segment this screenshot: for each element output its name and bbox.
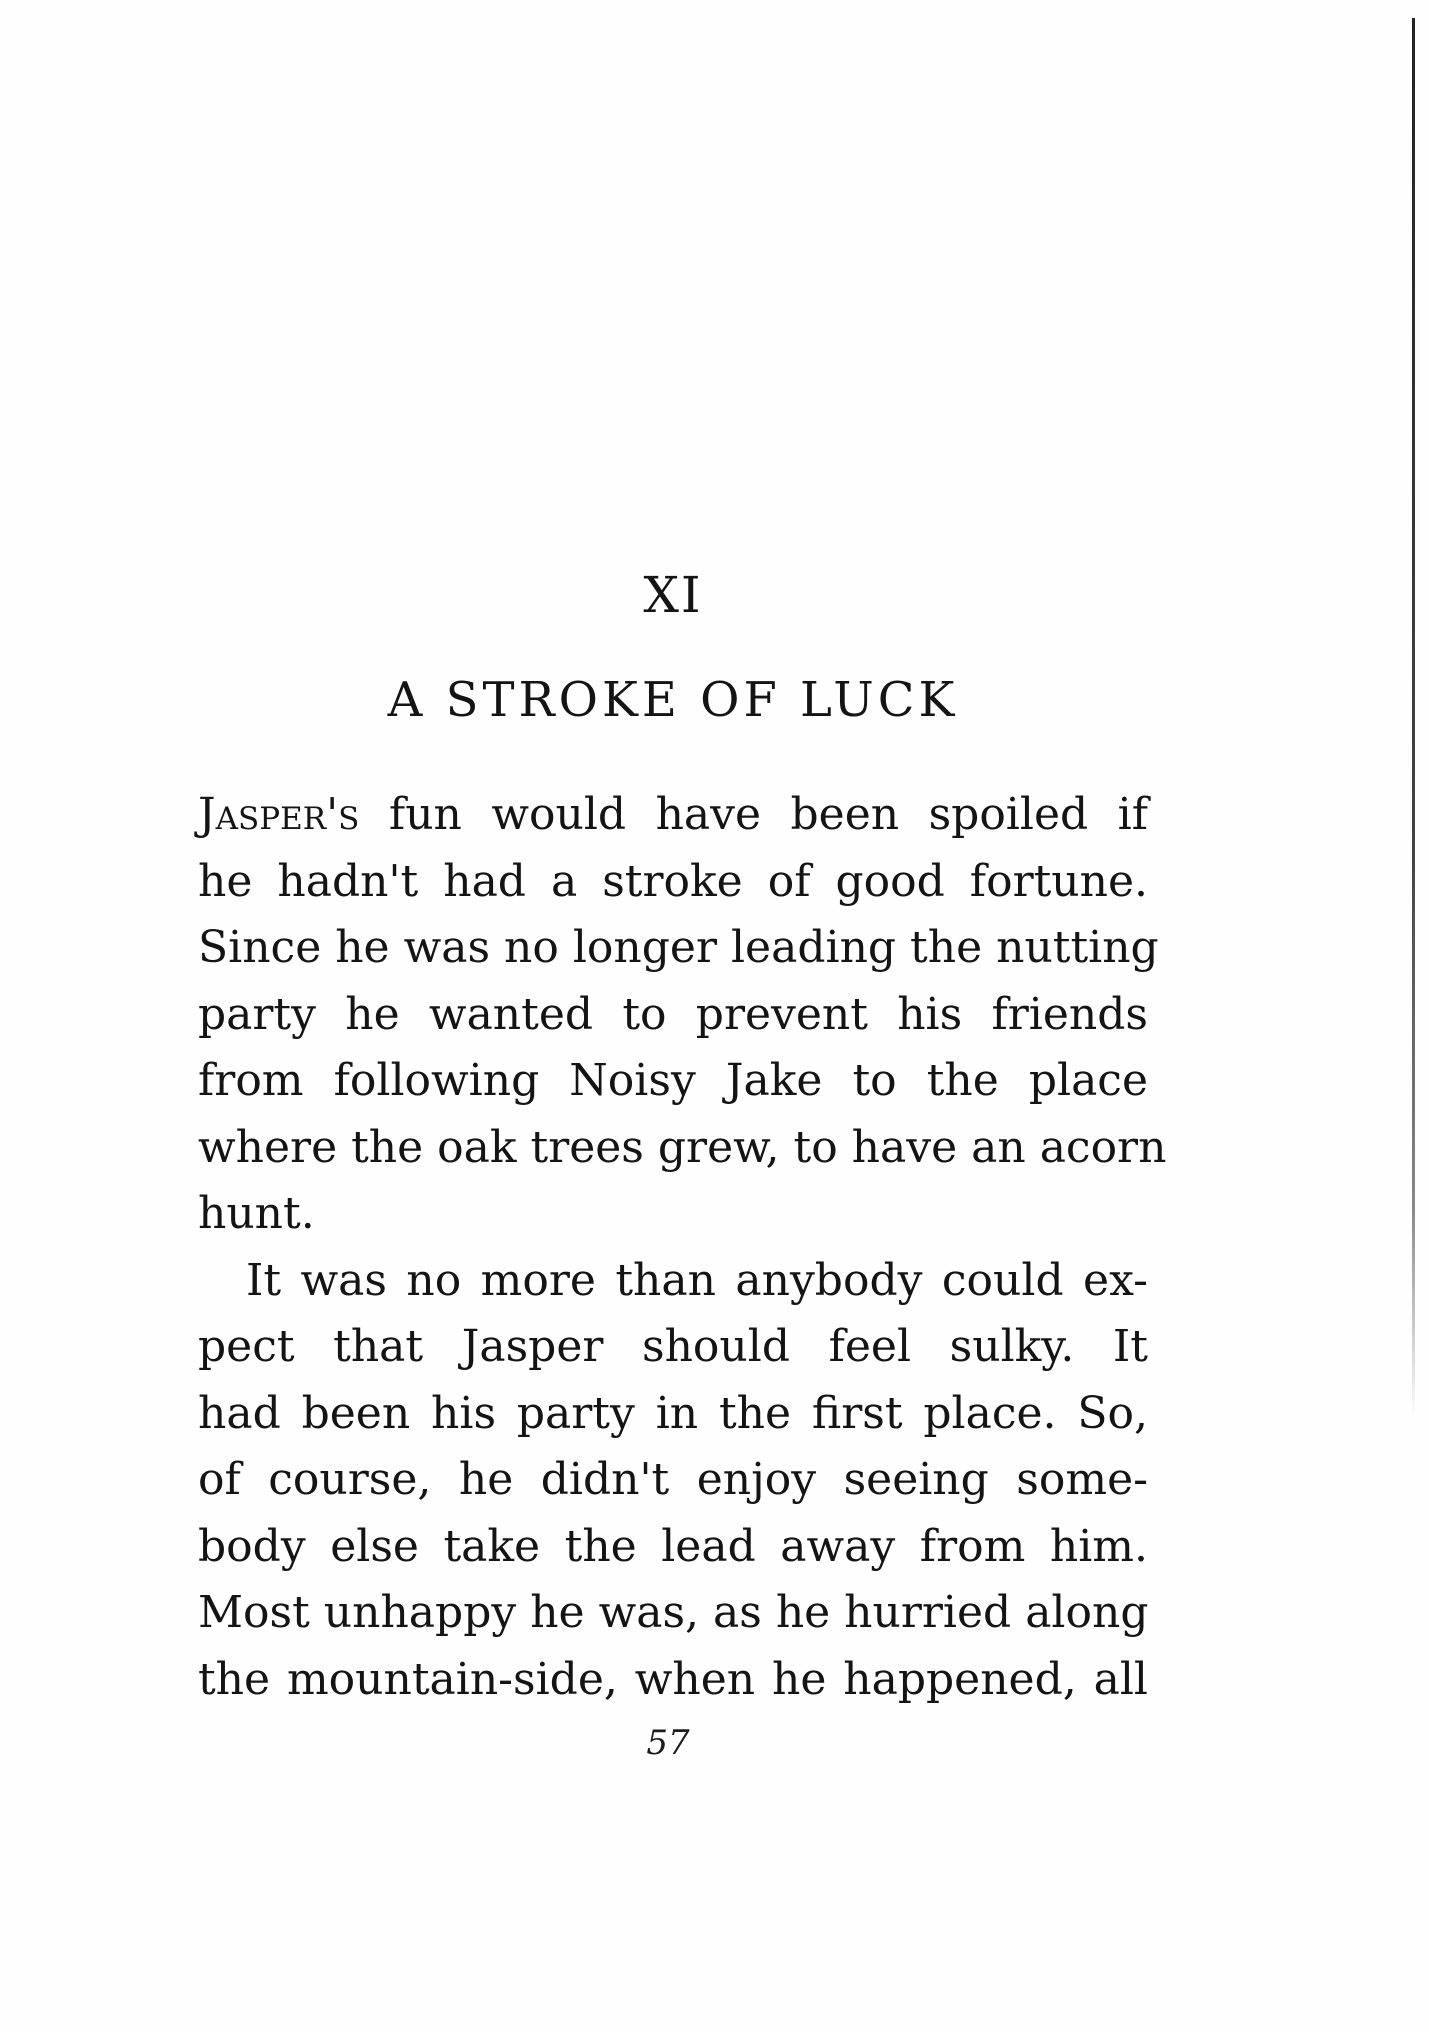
text-line: had been his party in the first place. So, — [198, 1387, 1148, 1439]
text-line: where the oak trees grew, to have an acorn — [198, 1121, 1167, 1173]
text-line: he hadn't had a stroke of good fortune. — [198, 855, 1148, 907]
paragraph-2 — [198, 1248, 1148, 1714]
paragraph-1 — [198, 782, 1167, 1248]
text-line: party he wanted to prevent his friends — [198, 988, 1148, 1040]
text-line: hunt. — [198, 1188, 315, 1239]
page-number: 57 — [646, 1723, 690, 1763]
text-line: Most unhappy he was, as he hurried along — [198, 1587, 1149, 1638]
text-line: pect that Jasper should feel sulky. It — [198, 1321, 1148, 1372]
chapter-title: A STROKE OF LUCK — [387, 672, 959, 728]
text-line: from following Noisy Jake to the place — [198, 1055, 1148, 1106]
chapter-number: XI — [643, 566, 703, 624]
chapter-body — [198, 782, 1167, 1713]
text-line: of course, he didn't enjoy seeing some- — [198, 1454, 1148, 1505]
text-line: It was no more than anybody could ex- — [246, 1254, 1148, 1306]
page-edge-shadow — [1412, 18, 1415, 1418]
opening-word: Jasper's — [198, 789, 360, 840]
text-line: body else take the lead away from him. — [198, 1520, 1148, 1572]
text-line: Since he was no longer leading the nutting — [198, 922, 1159, 973]
text-line: the mountain-side, when he happened, all — [198, 1653, 1148, 1705]
chapter-text-block — [198, 565, 1167, 1713]
text-line: Jasper's fun would have been spoiled if — [198, 789, 1148, 840]
